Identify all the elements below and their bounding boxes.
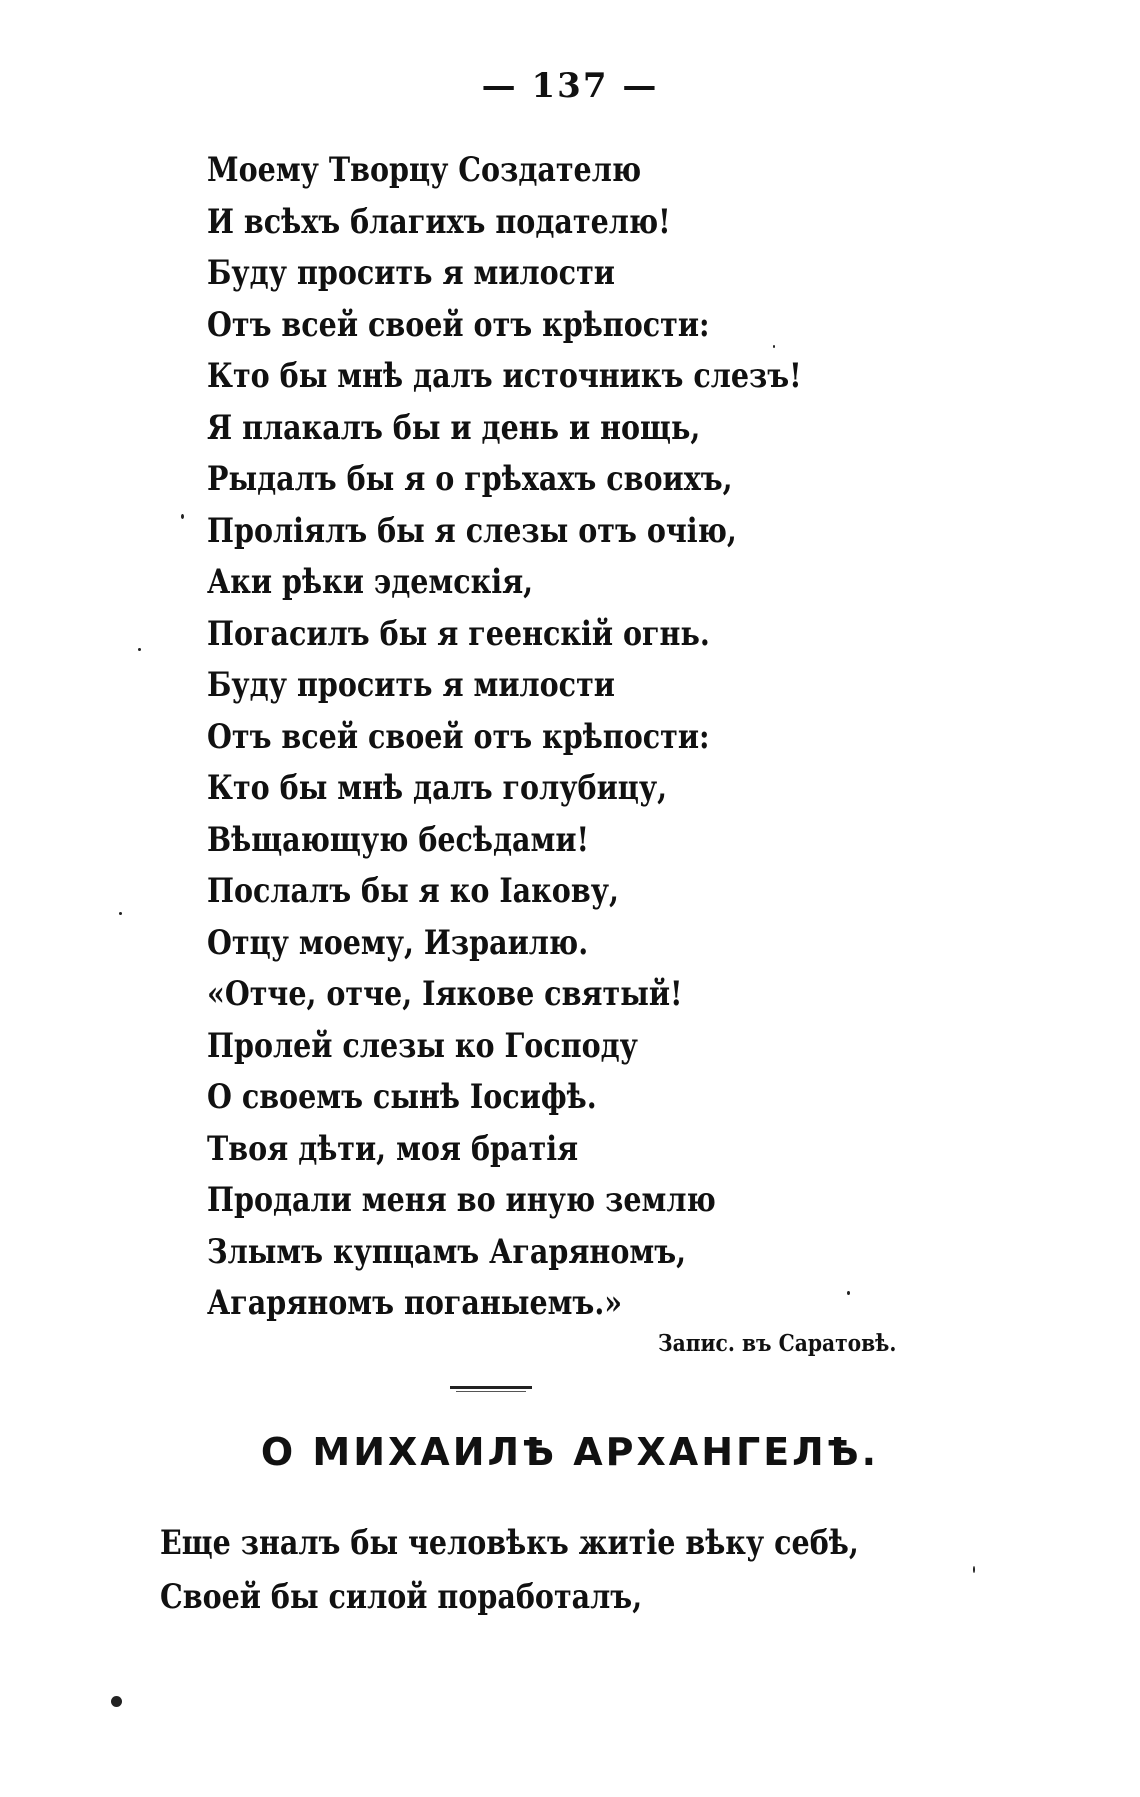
verse-line: Продали меня во иную землю xyxy=(207,1180,716,1220)
verse-line: Отъ всей своей отъ крѣпости: xyxy=(207,716,710,757)
verse-line: Отъ всей своей отъ крѣпости: xyxy=(207,304,710,345)
verse-line: Пролей слезы ко Господу xyxy=(207,1025,638,1066)
verse-line: Рыдалъ бы я о грѣхахъ своихъ, xyxy=(207,459,733,499)
scan-speck xyxy=(119,912,122,915)
verse-line: Моему Творцу Создателю xyxy=(207,150,642,190)
page-number: — 137 — xyxy=(481,66,659,106)
verse-line: И всѣхъ благихъ подателю! xyxy=(207,201,671,242)
source-note: Запис. въ Саратовѣ. xyxy=(658,1330,897,1357)
scan-speck xyxy=(847,1291,850,1295)
verse-line: Твоя дѣти, моя братія xyxy=(207,1128,579,1169)
scan-speck xyxy=(773,345,775,348)
section-line: Еще зналъ бы человѣкъ житіе вѣку себѣ, xyxy=(160,1523,859,1563)
verse-line: Кто бы мнѣ далъ голубицу, xyxy=(207,768,668,808)
verse-line: Послалъ бы я ко Іакову, xyxy=(207,871,619,911)
verse-line: Отцу моему, Израилю. xyxy=(207,922,589,963)
section-body xyxy=(160,1516,992,1624)
verse-line: Агаряномъ поганыемъ.» xyxy=(207,1283,623,1323)
verse-line: Буду просить я милости xyxy=(207,665,615,705)
verse-line: О своемъ сынѣ Іосифѣ. xyxy=(207,1077,597,1117)
verse-line: «Отче, отче, Іякове святый! xyxy=(207,974,683,1014)
section-divider xyxy=(450,1386,532,1389)
verse-line: Кто бы мнѣ далъ источникъ слезъ! xyxy=(207,356,802,396)
scan-speck xyxy=(111,1696,122,1707)
section-title: О МИХАИЛѢ АРХАНГЕЛѢ. xyxy=(260,1430,880,1474)
verse-block xyxy=(207,145,915,1330)
scan-speck xyxy=(973,1566,975,1573)
verse-line: Злымъ купцамъ Агаряномъ, xyxy=(207,1231,687,1272)
verse-line: Буду просить я милости xyxy=(207,253,615,293)
verse-line: Я плакалъ бы и день и нощь, xyxy=(207,407,701,448)
verse-line: Вѣщающую бесѣдами! xyxy=(207,819,590,860)
verse-line: Проліялъ бы я слезы отъ очію, xyxy=(207,510,737,551)
verse-line: Аки рѣки эдемскія, xyxy=(207,562,534,602)
verse-line: Погасилъ бы я геенскій огнь. xyxy=(207,613,710,654)
section-line: Своей бы силой поработалъ, xyxy=(160,1577,643,1617)
scan-speck xyxy=(181,514,184,519)
scan-speck xyxy=(138,648,141,651)
